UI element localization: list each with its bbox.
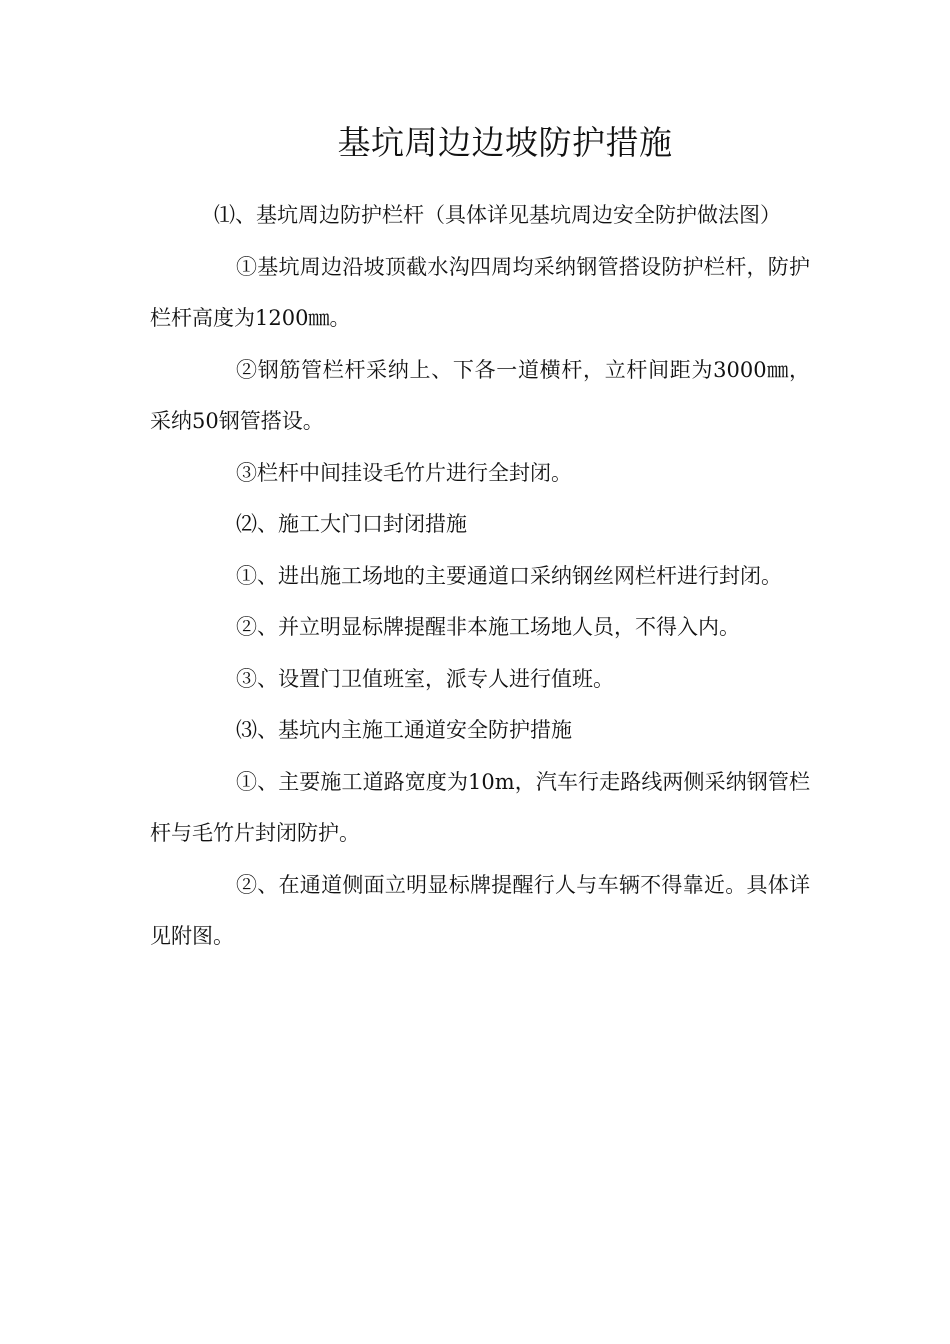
section-2-item-1: ①、进出施工场地的主要通道口采纳钢丝网栏杆进行封闭。 [236, 563, 782, 588]
section-3-item-2: ②、在通道侧面立明显标牌提醒行人与车辆不得靠近。具体详见附图。 [150, 872, 810, 948]
section-2-heading: ⑵、施工大门口封闭措施 [236, 512, 467, 536]
document-title: 基坑周边边坡防护措施 [337, 123, 673, 162]
section-1-item-2: ②钢筋管栏杆采纳上、下各一道横杆，立杆间距为3000㎜，采纳50钢管搭设。 [150, 357, 810, 433]
section-1-heading: ⑴、基坑周边防护栏杆（具体详见基坑周边安全防护做法图） [214, 203, 781, 227]
section-1-item-1: ①基坑周边沿坡顶截水沟四周均采纳钢管搭设防护栏杆，防护栏杆高度为1200㎜。 [150, 254, 810, 330]
section-2-item-3: ③、设置门卫值班室，派专人进行值班。 [236, 666, 614, 691]
section-2-item-2: ②、并立明显标牌提醒非本施工场地人员，不得入内。 [236, 615, 740, 639]
section-3-heading: ⑶、基坑内主施工通道安全防护措施 [236, 718, 572, 742]
document-body [150, 190, 810, 963]
section-1-item-3: ③栏杆中间挂设毛竹片进行全封闭。 [236, 460, 572, 485]
section-3-item-1: ①、主要施工道路宽度为10m，汽车行走路线两侧采纳钢管栏杆与毛竹片封闭防护。 [150, 769, 810, 845]
